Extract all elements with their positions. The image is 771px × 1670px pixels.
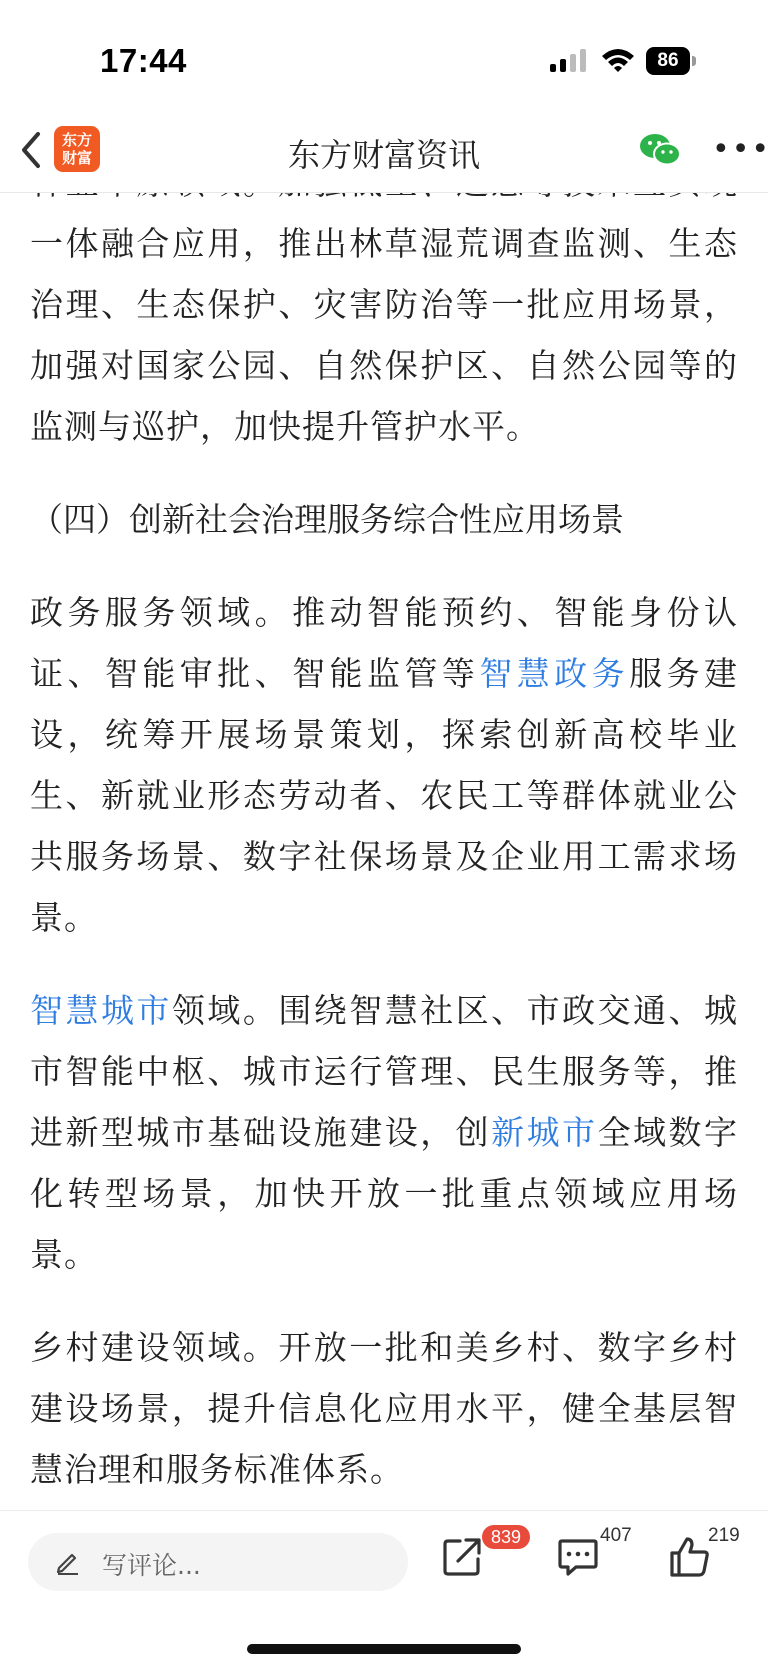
home-indicator [247,1644,521,1654]
comment-count: 407 [600,1525,632,1546]
app-logo: 东方 财富 [54,126,100,172]
comment-placeholder: 写评论... [102,1551,201,1580]
bottom-action-bar [0,1510,768,1601]
share-count-badge: 839 [482,1525,530,1549]
like-count: 219 [708,1525,740,1546]
battery-level: 86 [646,47,690,75]
paragraph-rural-construction: 乡村建设领域。开放一批和美乡村、数字乡村建设场景，提升信息化应用水平，健全基层智慧治理和服务标准体系。 [30,1328,738,1489]
article-body [0,192,768,1510]
comment-icon[interactable] [556,1535,600,1579]
thumbs-up-icon[interactable] [668,1535,712,1579]
comment-input[interactable] [28,1533,408,1591]
share-icon[interactable] [440,1535,484,1579]
nav-bar [0,108,771,193]
paragraph-forestry: 一体融合应用，推出林草湿荒调查监测、生态治理、生态保护、灾害防治等一批应用场景，加强对国家公园、自然保护区、自然公园等的监测与巡护，加快提升管护水平。 [30,224,738,446]
link-new-city[interactable]: 新城市 [491,1113,598,1152]
status-bar [0,0,768,120]
wifi-icon [600,46,636,74]
wechat-share-icon[interactable] [638,132,682,168]
pencil-icon [54,1548,82,1576]
battery-icon [646,47,698,75]
status-time: 17:44 [100,42,187,79]
paragraph-smart-city: 智慧城市领域。围绕智慧社区、市政交通、城市智能中枢、城市运行管理、民生服务等，推进新型城市基础设施建设，创新城市全域数字化转型场景，加快开放一批重点领域应用场景。 [30,991,739,1274]
link-smart-city[interactable]: 智慧城市 [30,991,172,1030]
page-title: 东方财富资讯 [287,136,480,174]
signal-icon [548,48,588,74]
more-icon[interactable]: ••• [712,132,771,167]
section-heading: （四）创新社会治理服务综合性应用场景 [30,500,624,539]
link-smart-government[interactable]: 智慧政务 [479,654,630,693]
paragraph-government-services: 政务服务领域。推动智能预约、智能身份认证、智能审批、智能监管等智慧政务服务建设，统筹开展场景策划，探索创新高校毕业生、新就业形态劳动者、农民工等群体就业公共服务场景、数字社保场景及企业用工需求场景。 [30,593,739,937]
